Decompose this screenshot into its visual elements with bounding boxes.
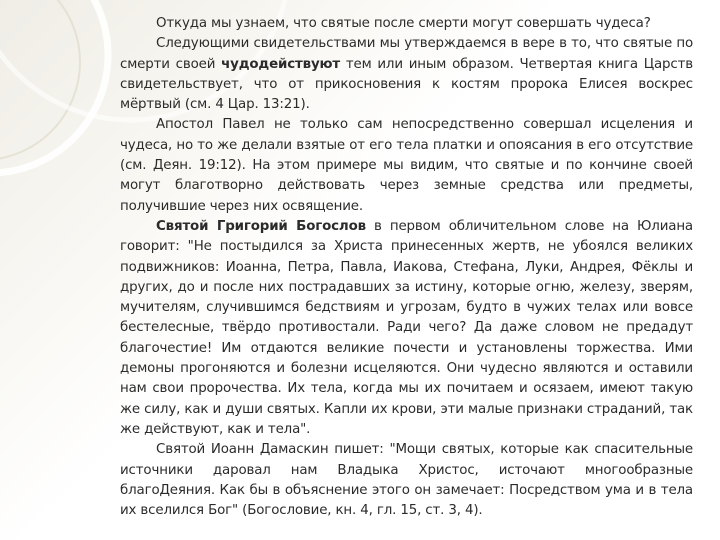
document-text [120, 14, 693, 521]
deco-circle-inner [0, 0, 80, 160]
question-heading: Откуда мы узнаем, что святые после смерти могут совершать чудеса? [156, 16, 651, 31]
paragraph-4: Святой Иоанн Дамаскин пишет: "Мощи святых, которые как спасительные источники даровал нам Владыка Христос, источают многообразные благоДеяния. Как бы в объяснение этого он замечает: Посредством ума и в тела их вселился Бог" (Богословие, кн. 4, гл. 15, ст. 3, 4). [120, 442, 693, 519]
bold-term: чудодействуют [221, 56, 341, 72]
deco-circle-outer [0, 0, 108, 173]
saint-name: Святой Григорий Богослов [156, 218, 366, 234]
paragraph-1: Следующими свидетельствами мы утверждаемся в вере в то, что святые по смерти своей чудодействуют тем или иным образом. Четвертая книга Царств свидетельствует, что от прикосновения к костям пророка Елисея воскрес мёртвый (см. 4 Цар. 13:21). [120, 36, 694, 113]
paragraph-2: Апостол Павел не только сам непосредственно совершал исцеления и чудеса, но то же делали взятые от его тела платки и опоясания в его отсутствие (см. Деян. 19:12). На этом примере мы видим, что святые и по кончине своей могут благотворно действовать через земные средства или предметы, получившие через них освящение. [120, 117, 693, 214]
paragraph-3: Святой Григорий Богослов в первом обличительном слове на Юлиана говорит: "Не постыдился за Христа принесенных жертв, не убоялся великих подвижников: Иоанна, Петра, Павла, Иакова, Стефана, Луки, Андрея, Фёклы и других, до и после них пострадавших за истину, которые огню, железу, зверям, мучителям, случившимся бедствиям и угрозам, будто в чужих телах или вовсе бестелесные, твёрдо противостали. Ради чего? Да даже словом не предадут благочестие! Им отдаются великие почести и установлены торжества. Ими демоны прогоняются и болезни исцеляются. Они чудесно являются и оставили нам свои пророчества. Их тела, когда мы их почитаем и осязаем, имеют такую же силу, как и души святых. Капли их крови, эти малые признаки страданий, так же действуют, как и тела". [120, 218, 693, 437]
